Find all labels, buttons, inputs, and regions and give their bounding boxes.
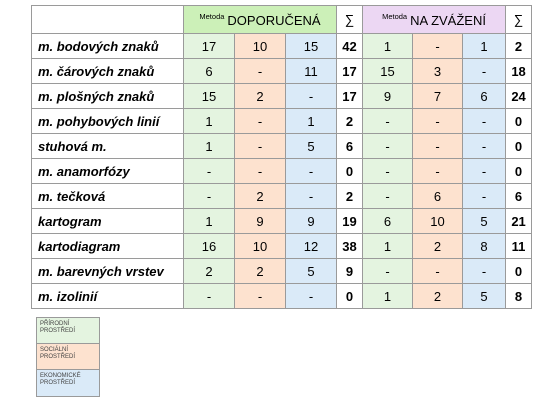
considered-economic-cell: 5 <box>463 209 506 234</box>
considered-social-cell: 3 <box>413 59 463 84</box>
considered-sum-header: ∑ <box>506 6 532 34</box>
table-row <box>32 84 532 109</box>
recommended-economic-cell: - <box>286 184 337 209</box>
environment-legend <box>36 317 100 397</box>
recommended-social-cell: 10 <box>235 34 286 59</box>
table-row <box>32 134 532 159</box>
recommended-sum-header: ∑ <box>337 6 363 34</box>
recommended-economic-cell: 9 <box>286 209 337 234</box>
recommended-sum-cell: 19 <box>337 209 363 234</box>
recommended-label: DOPORUČENÁ <box>227 12 321 28</box>
legend-label-line2: PROSTŘEDÍ <box>40 380 76 386</box>
recommended-natural-cell: 16 <box>184 234 235 259</box>
recommended-economic-cell: 12 <box>286 234 337 259</box>
considered-economic-cell: - <box>463 134 506 159</box>
considered-sum-cell: 0 <box>506 134 532 159</box>
legend-label-line2: PROSTŘEDÍ <box>40 354 76 360</box>
considered-economic-cell: 6 <box>463 84 506 109</box>
method-label: m. pohybových linií <box>32 109 184 134</box>
considered-natural-cell: - <box>363 159 413 184</box>
method-label: m. plošných znaků <box>32 84 184 109</box>
considered-social-cell: 2 <box>413 234 463 259</box>
recommended-social-cell: 10 <box>235 234 286 259</box>
recommended-social-cell: - <box>235 134 286 159</box>
recommended-sum-cell: 17 <box>337 59 363 84</box>
recommended-social-cell: 2 <box>235 259 286 284</box>
methods-table <box>31 5 532 309</box>
considered-sum-cell: 18 <box>506 59 532 84</box>
considered-social-cell: - <box>413 134 463 159</box>
legend-label-line1: EKONOMICKÉ <box>40 373 81 379</box>
recommended-economic-cell: - <box>286 159 337 184</box>
considered-sum-cell: 0 <box>506 159 532 184</box>
considered-natural-cell: 6 <box>363 209 413 234</box>
considered-social-cell: 6 <box>413 184 463 209</box>
recommended-prefix: Metoda <box>199 11 225 21</box>
considered-sum-cell: 24 <box>506 84 532 109</box>
recommended-social-cell: 9 <box>235 209 286 234</box>
recommended-social-cell: - <box>235 109 286 134</box>
recommended-natural-cell: 6 <box>184 59 235 84</box>
method-label: kartogram <box>32 209 184 234</box>
considered-sum-cell: 21 <box>506 209 532 234</box>
considered-prefix: Metoda <box>382 11 408 21</box>
considered-economic-cell: 5 <box>463 284 506 309</box>
considered-sum-cell: 11 <box>506 234 532 259</box>
recommended-sum-cell: 9 <box>337 259 363 284</box>
legend-label-line1: PŘÍRODNÍ <box>40 321 70 327</box>
considered-economic-cell: 8 <box>463 234 506 259</box>
recommended-sum-cell: 2 <box>337 184 363 209</box>
considered-economic-cell: 1 <box>463 34 506 59</box>
considered-natural-cell: 9 <box>363 84 413 109</box>
table-row <box>32 259 532 284</box>
header-row <box>32 6 532 34</box>
recommended-economic-cell: 5 <box>286 134 337 159</box>
legend-item-economic <box>37 370 99 396</box>
recommended-economic-cell: - <box>286 284 337 309</box>
legend-label-line1: SOCIÁLNÍ <box>40 347 69 353</box>
considered-sum-cell: 8 <box>506 284 532 309</box>
considered-natural-cell: 1 <box>363 284 413 309</box>
recommended-economic-cell: 15 <box>286 34 337 59</box>
recommended-header <box>184 6 337 34</box>
table-row <box>32 59 532 84</box>
method-label: stuhová m. <box>32 134 184 159</box>
recommended-natural-cell: 2 <box>184 259 235 284</box>
considered-social-cell: - <box>413 34 463 59</box>
table-row <box>32 184 532 209</box>
considered-natural-cell: - <box>363 184 413 209</box>
table-row <box>32 34 532 59</box>
legend-label-line2: PROSTŘEDÍ <box>40 328 76 334</box>
considered-social-cell: - <box>413 159 463 184</box>
method-label: m. čárových znaků <box>32 59 184 84</box>
recommended-natural-cell: 1 <box>184 109 235 134</box>
recommended-natural-cell: 1 <box>184 134 235 159</box>
recommended-sum-cell: 2 <box>337 109 363 134</box>
method-label: m. anamorfózy <box>32 159 184 184</box>
considered-natural-cell: - <box>363 134 413 159</box>
considered-economic-cell: - <box>463 159 506 184</box>
recommended-sum-cell: 38 <box>337 234 363 259</box>
recommended-natural-cell: - <box>184 184 235 209</box>
considered-economic-cell: - <box>463 259 506 284</box>
considered-economic-cell: - <box>463 184 506 209</box>
recommended-sum-cell: 0 <box>337 284 363 309</box>
recommended-economic-cell: - <box>286 84 337 109</box>
recommended-economic-cell: 5 <box>286 259 337 284</box>
table-row <box>32 234 532 259</box>
corner-cell <box>32 6 184 34</box>
considered-sum-cell: 0 <box>506 259 532 284</box>
recommended-social-cell: - <box>235 59 286 84</box>
method-label: m. bodových znaků <box>32 34 184 59</box>
considered-natural-cell: - <box>363 109 413 134</box>
considered-social-cell: 7 <box>413 84 463 109</box>
recommended-natural-cell: - <box>184 159 235 184</box>
considered-economic-cell: - <box>463 109 506 134</box>
recommended-natural-cell: 17 <box>184 34 235 59</box>
recommended-social-cell: - <box>235 159 286 184</box>
recommended-sum-cell: 42 <box>337 34 363 59</box>
considered-economic-cell: - <box>463 59 506 84</box>
considered-sum-cell: 0 <box>506 109 532 134</box>
considered-natural-cell: - <box>363 259 413 284</box>
recommended-economic-cell: 1 <box>286 109 337 134</box>
table-row <box>32 284 532 309</box>
considered-sum-cell: 2 <box>506 34 532 59</box>
considered-social-cell: 10 <box>413 209 463 234</box>
recommended-social-cell: - <box>235 284 286 309</box>
considered-sum-cell: 6 <box>506 184 532 209</box>
table-row <box>32 109 532 134</box>
method-label: m. barevných vrstev <box>32 259 184 284</box>
considered-header <box>363 6 506 34</box>
considered-natural-cell: 1 <box>363 34 413 59</box>
legend-item-social <box>37 344 99 370</box>
recommended-sum-cell: 17 <box>337 84 363 109</box>
considered-social-cell: - <box>413 109 463 134</box>
considered-social-cell: - <box>413 259 463 284</box>
considered-label: NA ZVÁŽENÍ <box>410 12 486 28</box>
method-label: m. tečková <box>32 184 184 209</box>
considered-natural-cell: 15 <box>363 59 413 84</box>
legend-item-natural <box>37 318 99 344</box>
method-label: kartodiagram <box>32 234 184 259</box>
recommended-natural-cell: - <box>184 284 235 309</box>
recommended-natural-cell: 15 <box>184 84 235 109</box>
method-label: m. izolinií <box>32 284 184 309</box>
recommended-natural-cell: 1 <box>184 209 235 234</box>
recommended-social-cell: 2 <box>235 84 286 109</box>
recommended-social-cell: 2 <box>235 184 286 209</box>
table-row <box>32 159 532 184</box>
considered-social-cell: 2 <box>413 284 463 309</box>
recommended-sum-cell: 0 <box>337 159 363 184</box>
recommended-sum-cell: 6 <box>337 134 363 159</box>
considered-natural-cell: 1 <box>363 234 413 259</box>
table-row <box>32 209 532 234</box>
recommended-economic-cell: 11 <box>286 59 337 84</box>
